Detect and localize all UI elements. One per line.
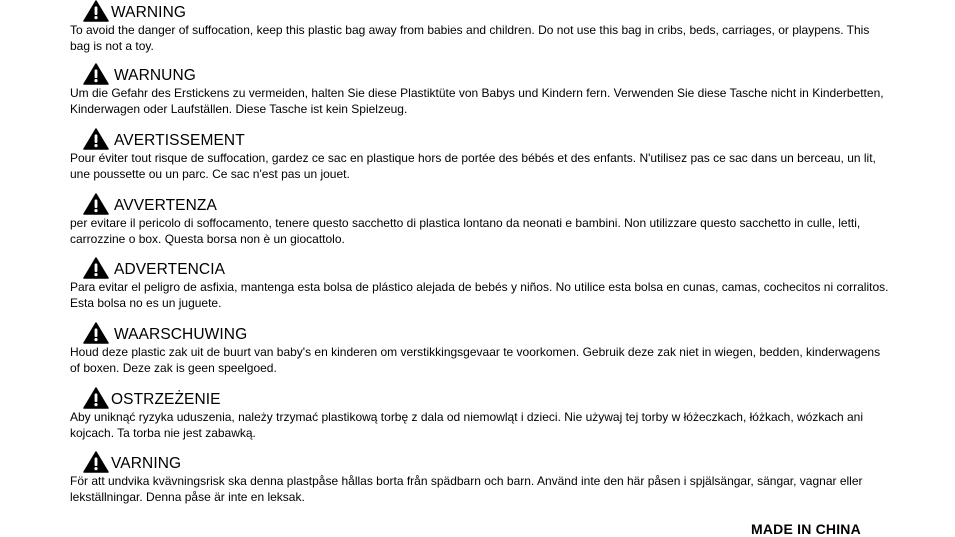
warning-block-es: [70, 257, 890, 311]
warning-title: WARNUNG: [114, 67, 196, 84]
warning-heading: [70, 193, 890, 215]
warning-triangle-icon: [83, 128, 109, 150]
warning-text: Houd deze plastic zak uit de buurt van baby's en kinderen om verstikkingsgevaar te voorkomen. Gebruik deze zak niet in wiegen, bedden, kinderwagens of boxen. Deze zak is geen speelgoed.: [70, 345, 881, 375]
warning-heading: [70, 322, 890, 344]
warning-block-de: [70, 63, 890, 117]
warning-block-fr: [70, 128, 890, 182]
warning-heading: [70, 63, 890, 85]
warning-triangle-icon: [83, 0, 109, 22]
warning-triangle-icon: [83, 387, 109, 409]
warning-text: För att undvika kvävningsrisk ska denna plastpåse hållas borta från spädbarn och barn. Använd inte den här påsen i spjälsängar, sängar, vagnar eller lekställningar. Denna påse är inte en leksak.: [70, 474, 863, 504]
made-in-label: MADE IN CHINA: [751, 521, 861, 537]
warning-heading: [70, 387, 890, 409]
warning-title: WARNING: [111, 4, 187, 21]
warning-triangle-icon: [83, 451, 109, 473]
warning-text: Aby uniknąć ryzyka uduszenia, należy trzymać plastikową torbę z dala od niemowląt i dzieci. Nie używaj tej torby w łóżeczkach, łóżkach, wózkach ani kojcach. Ta torba nie jest zabawką.: [70, 410, 864, 440]
warning-triangle-icon: [83, 322, 109, 344]
warning-text: To avoid the danger of suffocation, keep this plastic bag away from babies and children. Do not use this bag in cribs, beds, carriages, or playpens. This bag is not a toy.: [70, 23, 870, 53]
warning-heading: [70, 0, 890, 22]
warning-title: VARNING: [111, 455, 182, 472]
warning-triangle-icon: [83, 63, 109, 85]
warning-heading: [70, 451, 890, 473]
warning-title: ADVERTENCIA: [114, 261, 226, 278]
warning-block-pl: [70, 387, 890, 441]
warning-block-sv: [70, 451, 890, 505]
warning-block-nl: [70, 322, 890, 376]
warning-title: WAARSCHUWING: [114, 326, 248, 343]
warning-heading: [70, 128, 890, 150]
warning-heading: [70, 257, 890, 279]
warning-text: Pour éviter tout risque de suffocation, gardez ce sac en plastique hors de portée des bébés et des enfants. N'utilisez pas ce sac dans un berceau, un lit, une poussette ou un parc. Ce sac n'est pas un jouet.: [70, 151, 876, 181]
warning-title: AVERTISSEMENT: [114, 132, 245, 149]
warning-block-en: [70, 0, 890, 54]
warning-text: per evitare il pericolo di soffocamento, tenere questo sacchetto di plastica lontano da neonati e bambini. Non utilizzare questo sacchetto in culle, letti, carrozzine o box. Questa borsa non è un giocattolo.: [70, 216, 861, 246]
warning-text: Um die Gefahr des Erstickens zu vermeiden, halten Sie diese Plastiktüte von Babys und Kindern fern. Verwenden Sie diese Tasche nicht in Kinderbetten, Kinderwagen oder Laufställen. Diese Tasche ist kein Spielzeug.: [70, 86, 884, 116]
warning-text: Para evitar el peligro de asfixia, mantenga esta bolsa de plástico alejada de bebés y niños. No utilice esta bolsa en cunas, camas, cochecitos ni corralitos. Esta bolsa no es un juguete.: [70, 280, 889, 310]
warning-triangle-icon: [83, 257, 109, 279]
warning-title: AVVERTENZA: [114, 197, 217, 214]
warning-triangle-icon: [83, 193, 109, 215]
warning-block-it: [70, 193, 890, 247]
warning-title: OSTRZEŻENIE: [111, 391, 221, 408]
